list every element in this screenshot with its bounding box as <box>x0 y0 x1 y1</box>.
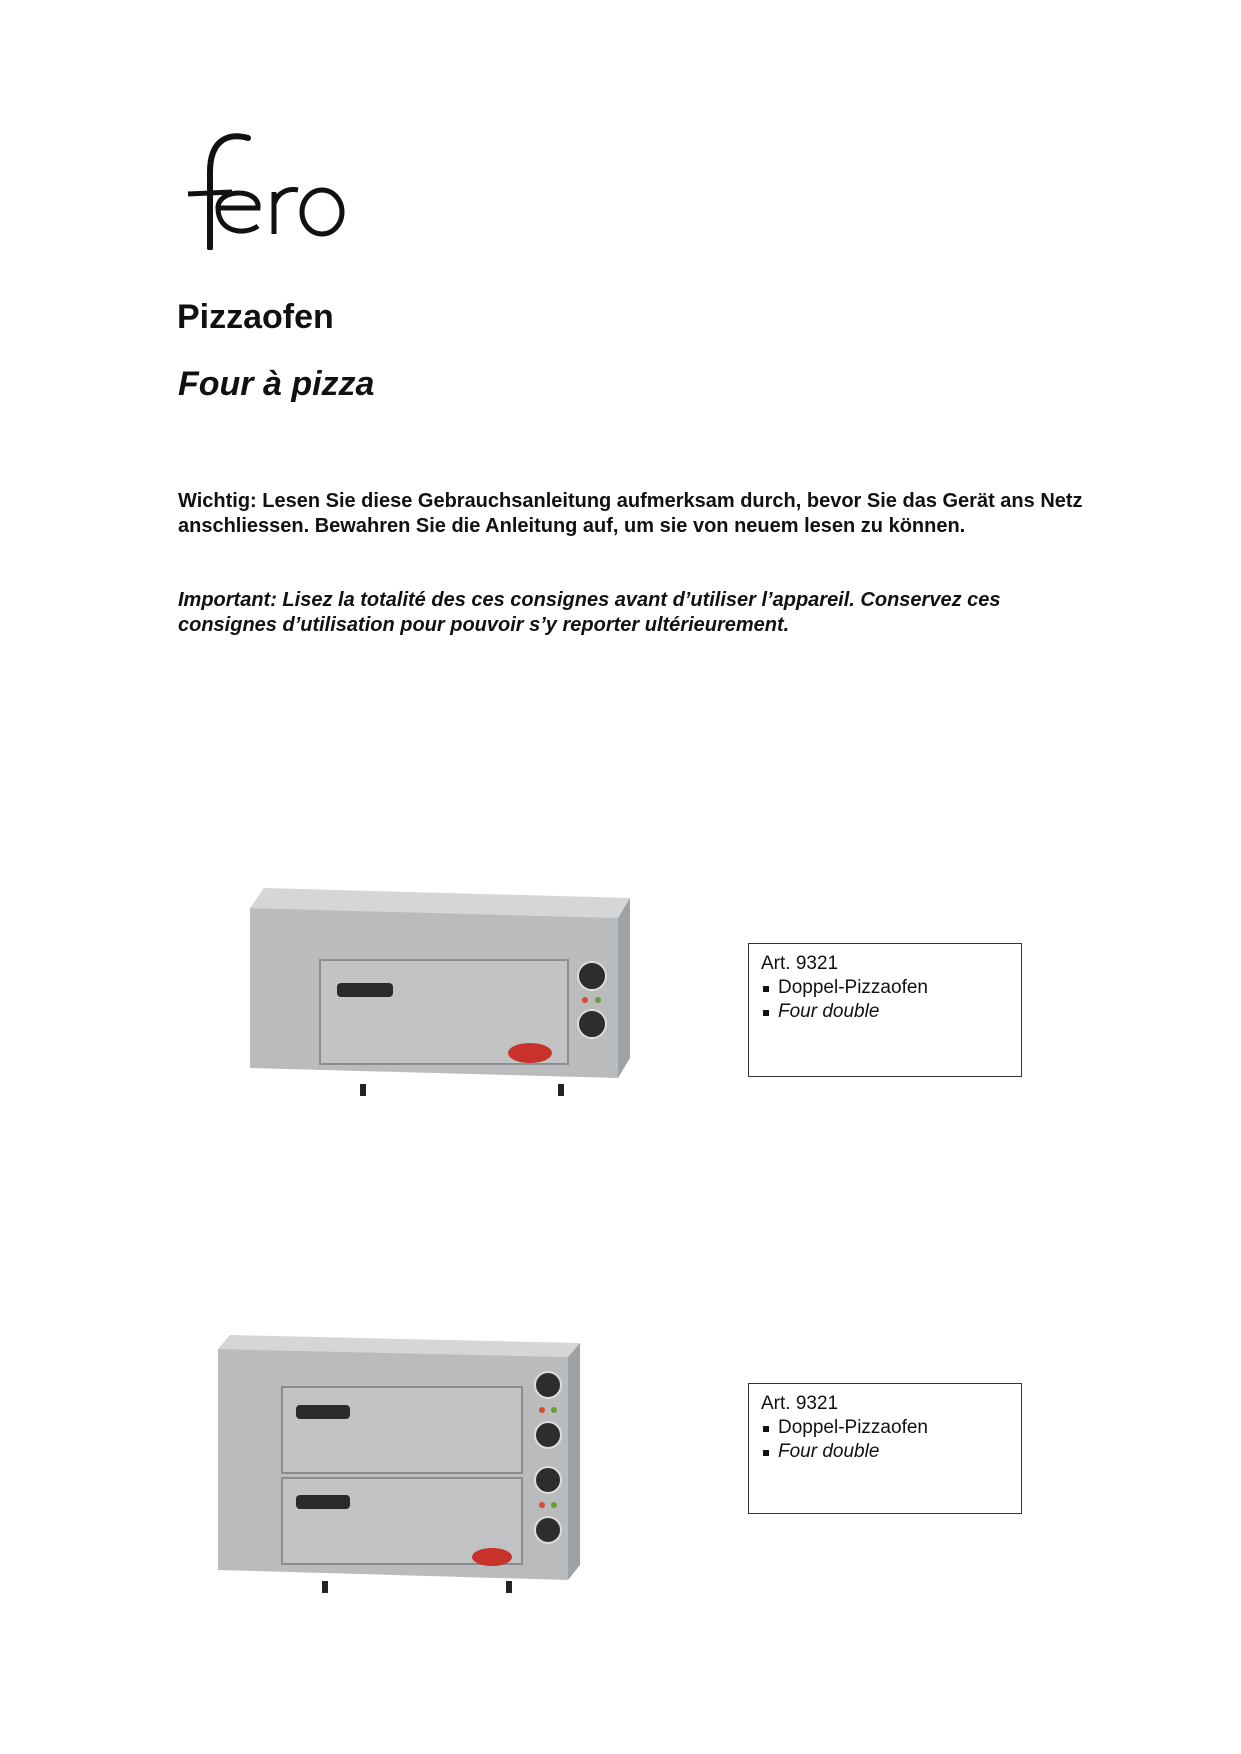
product-name-french: Four double <box>761 1440 1009 1464</box>
fero-logo <box>174 130 346 250</box>
product-info-box <box>748 943 1022 1077</box>
title-french: Four à pizza <box>178 365 375 403</box>
notice-french: Important: Lisez la totalité des ces consignes avant d’utiliser l’appareil. Conservez ces consignes d’utilisation pour pouvoir s’y reporter ultérieurement. <box>178 589 1001 636</box>
product-name-list <box>761 1416 1009 1464</box>
product-name-german: Doppel-Pizzaofen <box>761 976 1009 1000</box>
single-pizza-oven-image <box>240 888 640 1108</box>
product-name-german: Doppel-Pizzaofen <box>761 1416 1009 1440</box>
notice-german: Wichtig: Lesen Sie diese Gebrauchsanleitung aufmerksam durch, bevor Sie das Gerät ans Netz anschliessen. Bewahren Sie die Anleitung auf, um sie von neuem lesen zu können. <box>178 490 1083 537</box>
product-name-french: Four double <box>761 1000 1009 1024</box>
title-german: Pizzaofen <box>177 298 334 336</box>
double-pizza-oven-image <box>210 1335 590 1600</box>
product-name-list <box>761 976 1009 1024</box>
product-info-box <box>748 1383 1022 1514</box>
article-number: Art. 9321 <box>761 1393 839 1414</box>
article-number: Art. 9321 <box>761 953 839 974</box>
